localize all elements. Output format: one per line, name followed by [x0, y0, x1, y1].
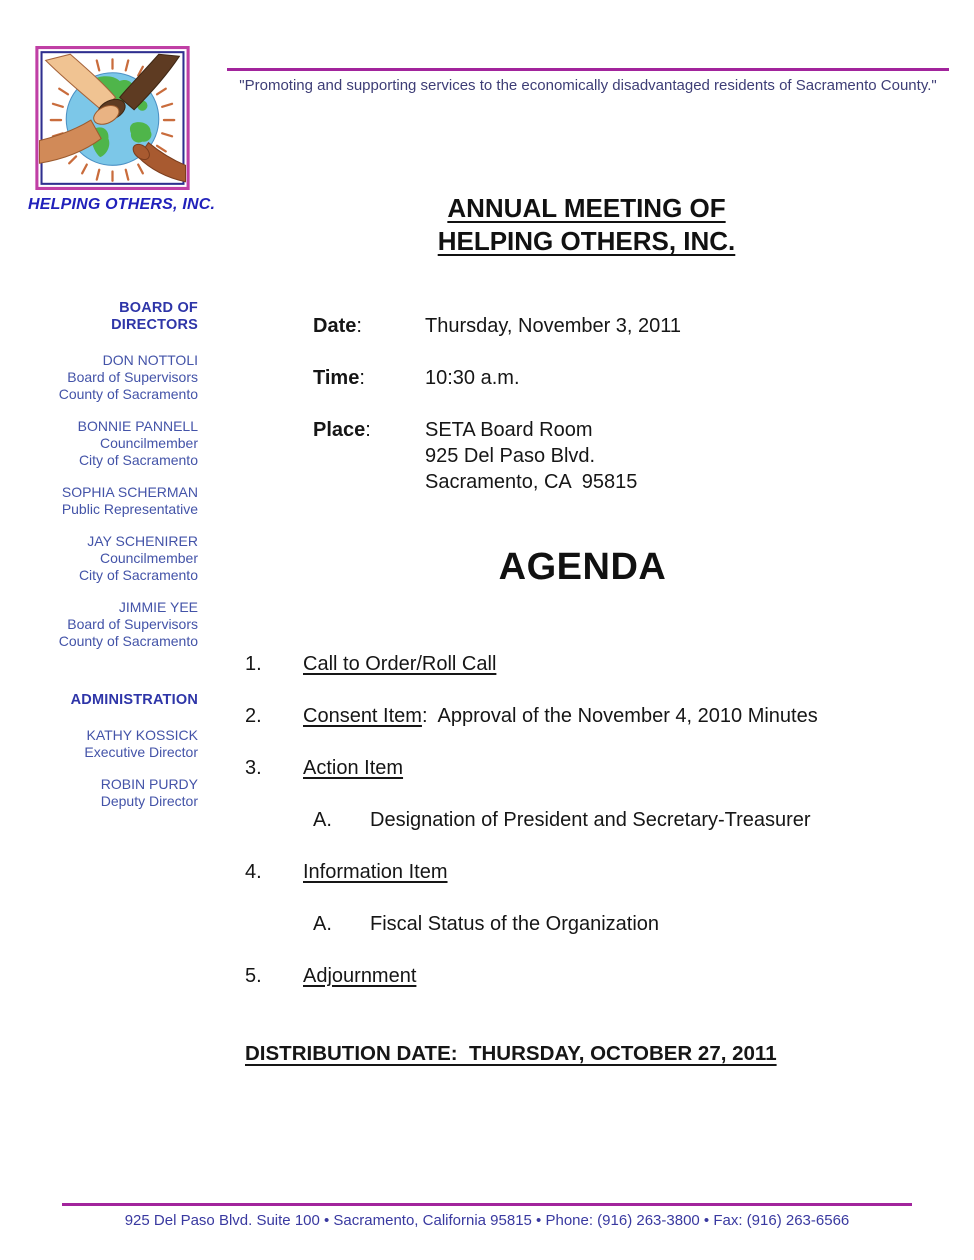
agenda-subitem: [313, 807, 920, 833]
logo-globe-hands-icon: [35, 46, 190, 190]
footer-address: 925 Del Paso Blvd. Suite 100 • Sacramento, California 95815 • Phone: (916) 263-3800 • Fax: (916) 263-6566: [124, 1212, 850, 1229]
info-label-place: Place:: [313, 419, 371, 441]
member-role: Councilmember: [99, 435, 198, 451]
agenda-subitem-text: Designation of President and Secretary-Treasurer: [370, 809, 811, 831]
distribution-date: DISTRIBUTION DATE: THURSDAY, OCTOBER 27, 2011: [245, 1042, 777, 1065]
colon: :: [356, 315, 362, 337]
admin-member: [30, 727, 198, 761]
member-name: SOPHIA SCHERMAN: [61, 484, 198, 500]
agenda-item: [245, 703, 920, 729]
document-title: [225, 192, 948, 258]
meeting-time-value: 10:30 a.m.: [425, 367, 520, 389]
agenda-item: [245, 963, 920, 989]
agenda-item-text: Consent Item: Approval of the November 4, 2010 Minutes: [303, 705, 818, 727]
colon: :: [359, 367, 365, 389]
board-heading: BOARD OF DIRECTORS: [111, 300, 198, 333]
member-name: DON NOTTOLI: [102, 352, 198, 368]
agenda-list: [245, 651, 920, 989]
administration-heading: ADMINISTRATION: [70, 692, 198, 708]
agenda-subitem-text: Fiscal Status of the Organization: [370, 913, 660, 935]
member-role: Board of Supervisors: [67, 369, 198, 385]
member-role: Councilmember: [99, 550, 198, 566]
member-name: JIMMIE YEE: [118, 599, 198, 615]
board-member: [30, 599, 198, 650]
meeting-date-row: [313, 313, 920, 339]
agenda-item: [245, 755, 920, 781]
agenda-heading: AGENDA: [498, 546, 667, 588]
admin-member: [30, 776, 198, 810]
board-member: [30, 533, 198, 584]
tagline: "Promoting and supporting services to the economically disadvantaged residents of Sacramento County.": [239, 77, 937, 94]
info-label-time: Time:: [313, 367, 365, 389]
meeting-place-value: [425, 417, 637, 495]
board-member: [30, 352, 198, 403]
meeting-place-row: [313, 417, 920, 495]
main-content: [245, 303, 920, 1067]
member-role: Public Representative: [61, 501, 198, 517]
member-name: ROBIN PURDY: [100, 776, 198, 792]
place-line: Sacramento, CA 95815: [425, 471, 638, 493]
member-name: JAY SCHENIRER: [87, 533, 198, 549]
member-name: BONNIE PANNELL: [77, 418, 198, 434]
meeting-time-row: [313, 365, 920, 391]
logo-caption: HELPING OTHERS, INC.: [28, 196, 216, 213]
agenda-item-number: 1.: [245, 653, 262, 675]
meeting-date-value: Thursday, November 3, 2011: [425, 315, 682, 337]
agenda-subitem-letter: A.: [313, 913, 332, 935]
agenda-item: [245, 859, 920, 885]
agenda-item-text: Information Item: [303, 861, 448, 883]
member-org: City of Sacramento: [78, 567, 198, 583]
meeting-info: [313, 313, 920, 495]
board-member: [30, 484, 198, 518]
logo: [35, 46, 190, 190]
agenda-item-text: Action Item: [303, 757, 404, 779]
member-name: KATHY KOSSICK: [86, 727, 198, 743]
title-line-1: ANNUAL MEETING OF: [447, 193, 726, 223]
footer-divider: [62, 1203, 912, 1206]
member-org: County of Sacramento: [58, 633, 198, 649]
place-line: 925 Del Paso Blvd.: [425, 445, 596, 467]
info-label-date: Date:: [313, 315, 362, 337]
agenda-item-number: 4.: [245, 861, 262, 883]
member-org: County of Sacramento: [58, 386, 198, 402]
member-org: City of Sacramento: [78, 452, 198, 468]
agenda-subitem: [313, 911, 920, 937]
board-of-directors-list: [30, 300, 198, 665]
agenda-item-number: 3.: [245, 757, 262, 779]
administration-list: [30, 692, 198, 825]
agenda-item-text: Call to Order/Roll Call: [303, 653, 497, 675]
agenda-item-text: Adjournment: [303, 965, 417, 987]
member-role: Board of Supervisors: [67, 616, 198, 632]
member-role: Deputy Director: [100, 793, 198, 809]
agenda-item-number: 5.: [245, 965, 262, 987]
title-line-2: HELPING OTHERS, INC.: [437, 226, 736, 256]
header-divider: [227, 68, 949, 71]
agenda-item-number: 2.: [245, 705, 262, 727]
agenda-item: [245, 651, 920, 677]
place-line: SETA Board Room: [425, 419, 593, 441]
agenda-subitem-letter: A.: [313, 809, 332, 831]
member-role: Executive Director: [84, 744, 198, 760]
colon: :: [365, 419, 371, 441]
board-member: [30, 418, 198, 469]
